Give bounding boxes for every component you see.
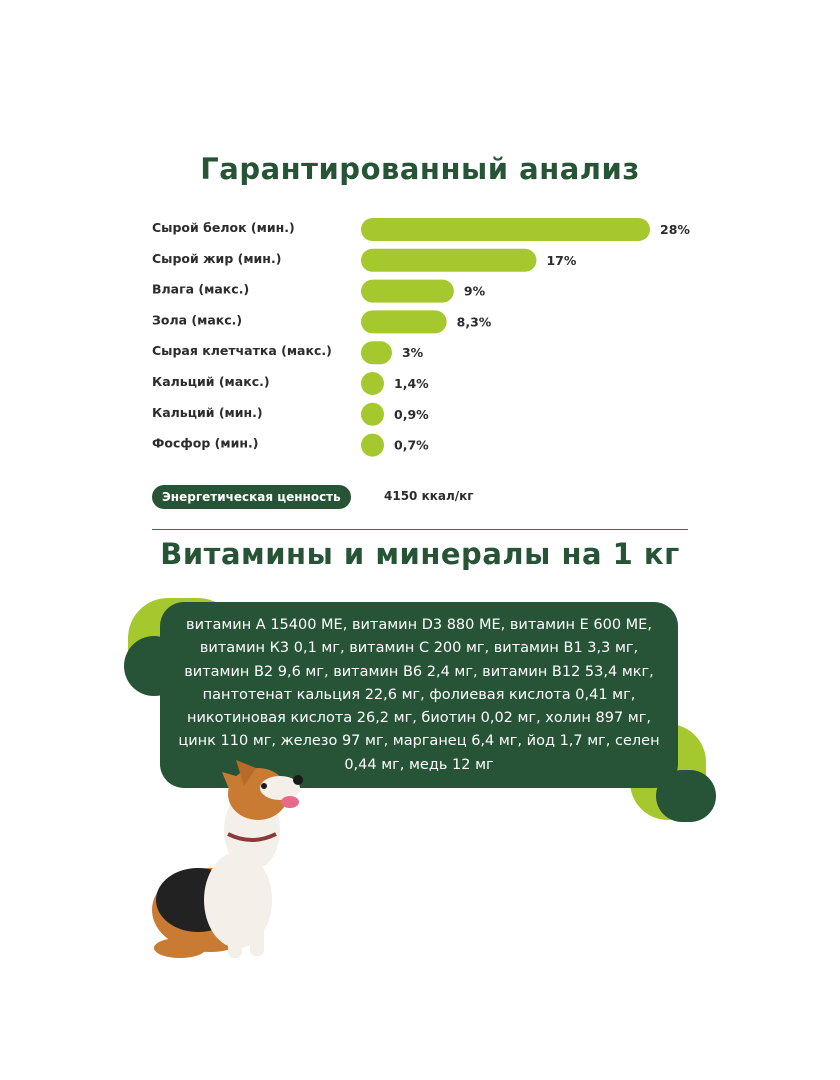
analysis-title: Гарантированный анализ	[200, 152, 640, 186]
bar	[361, 403, 384, 426]
category-label: Сырой жир (мин.)	[152, 250, 282, 266]
category-label: Зола (макс.)	[152, 312, 243, 328]
value-label: 0,9%	[394, 406, 429, 422]
corgi-dog-icon	[140, 750, 310, 970]
energy-value: 4150 ккал/кг	[384, 489, 474, 503]
bar	[361, 249, 536, 272]
value-label: 8,3%	[456, 314, 492, 330]
bar	[361, 310, 447, 333]
value-label: 17%	[546, 252, 577, 268]
bar	[361, 218, 650, 241]
category-label: Влага (макс.)	[152, 281, 250, 297]
category-label: Кальций (макс.)	[152, 374, 270, 389]
bar	[361, 372, 384, 395]
value-label: 0,7%	[394, 437, 429, 453]
value-label: 3%	[401, 345, 424, 361]
value-label: 9%	[463, 283, 486, 299]
category-label: Сырой белок (мин.)	[152, 220, 295, 235]
section-divider	[152, 529, 688, 530]
category-label: Кальций (мин.)	[152, 404, 263, 420]
value-label: 1,4%	[394, 376, 429, 391]
bar	[361, 341, 392, 364]
bar	[361, 280, 454, 303]
category-label: Сырая клетчатка (макс.)	[152, 343, 332, 359]
vitamins-text: витамин А 15400 МЕ, витамин D3 880 МЕ, витамин Е 600 МЕ, витамин К3 0,1 мг, витамин С 200 мг, витамин В1 3,3 мг, витамин В2 9,6 мг, витамин В6 2,4 мг, витамин В12 53,4 мкг, пантотенат кальция 22,6 мг, фолиевая кислота 0,41 мг, никотиновая кислота 26,2 мг, биотин 0,02 мг, холин 897 мг, цинк 110 мг, железо 97 мг, марганец 6,4 мг, йод 1,7 мг, селен 0,44 мг, медь 12 мг	[178, 617, 660, 773]
analysis-bar-chart	[0, 0, 840, 480]
bar	[361, 434, 384, 457]
vitamins-title: Витамины и минералы на 1 кг	[160, 537, 680, 571]
value-label: 28%	[660, 222, 690, 237]
energy-label-badge: Энергетическая ценность	[152, 485, 351, 509]
category-label: Фосфор (мин.)	[152, 435, 259, 451]
